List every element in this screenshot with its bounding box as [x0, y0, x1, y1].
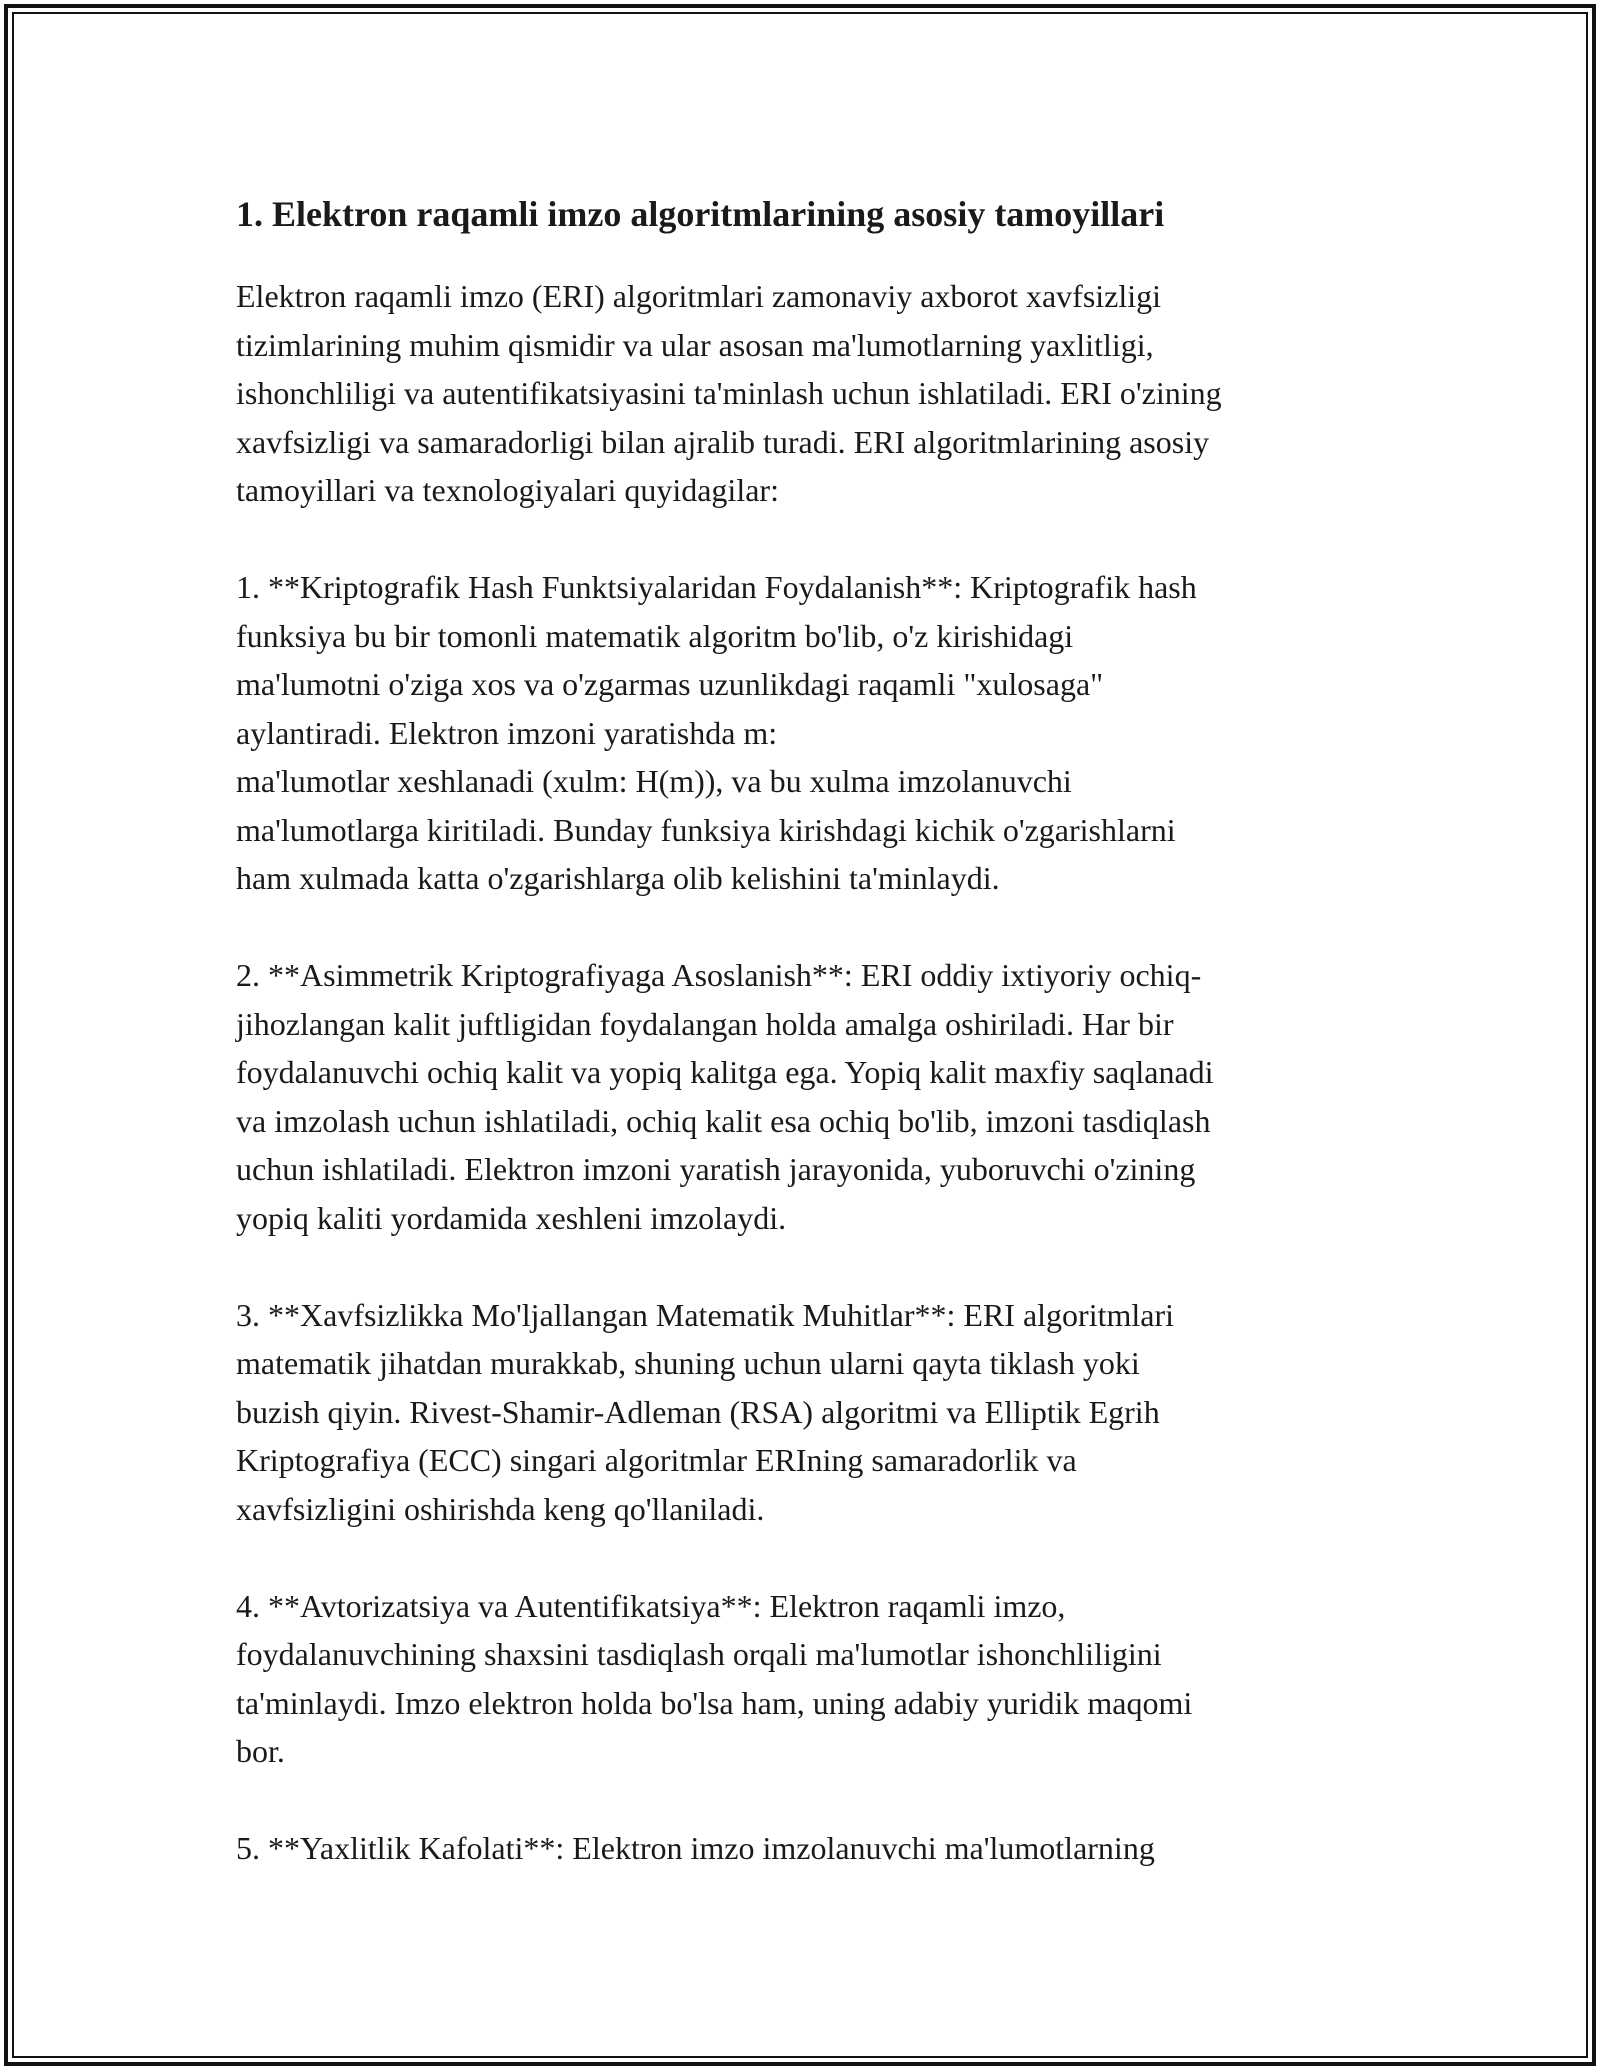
section-heading: 1. Elektron raqamli imzo algoritmlarining asosiy tamoyillari	[236, 194, 1165, 234]
text-line: ham xulmada katta o'zgarishlarga olib kelishini ta'minlaydi.	[236, 860, 1000, 896]
text-line: tamoyillari va texnologiyalari quyidagilar:	[236, 472, 779, 508]
text-line: ma'lumotlarga kiritiladi. Bunday funksiya kirishdagi kichik o'zgarishlarni	[236, 811, 1176, 848]
text-line: 3. **Xavfsizlikka Mo'ljallangan Matematik Muhitlar**: ERI algoritmlari	[236, 1296, 1174, 1333]
text-line: matematik jihatdan murakkab, shuning uchun ularni qayta tiklash yoki	[236, 1345, 1140, 1381]
text-line: tizimlarining muhim qismidir va ular asosan ma'lumotlarning yaxlitligi,	[236, 326, 1154, 363]
text-line: ma'lumotlar xeshlanadi (xulm: H(m)), va bu xulma imzolanuvchi	[236, 763, 1072, 799]
text-line: xavfsizligini oshirishda keng qo'llaniladi.	[236, 1490, 765, 1527]
text-line: yopiq kaliti yordamida xeshleni imzolaydi.	[236, 1199, 787, 1236]
text-line: va imzolash uchun ishlatiladi, ochiq kalit esa ochiq bo'lib, imzoni tasdiqlash	[236, 1102, 1211, 1139]
text-line: 4. **Avtorizatsiya va Autentifikatsiya**: Elektron raqamli imzo,	[236, 1587, 1066, 1624]
text-line: foydalanuvchi ochiq kalit va yopiq kalitga ega. Yopiq kalit maxfiy saqlanadi	[236, 1054, 1214, 1090]
text-line: Elektron raqamli imzo (ERI) algoritmlari zamonaviy axborot xavfsizligi	[236, 278, 1162, 314]
text-line: xavfsizligi va samaradorligi bilan ajralib turadi. ERI algoritmlarining asosiy	[236, 423, 1210, 460]
text-line: uchun ishlatiladi. Elektron imzoni yaratish jarayonida, yuboruvchi o'zining	[236, 1151, 1196, 1187]
list-item-4-paragraph	[236, 1582, 1376, 1776]
text-line: ta'minlaydi. Imzo elektron holda bo'lsa ham, uning adabiy yuridik maqomi	[236, 1684, 1193, 1721]
text-line: Kriptografiya (ECC) singari algoritmlar ERIning samaradorlik va	[236, 1442, 1077, 1478]
text-line: bor.	[236, 1733, 285, 1769]
text-line: ma'lumotni o'ziga xos va o'zgarmas uzunlikdagi raqamli "xulosaga"	[236, 666, 1104, 702]
document-body	[236, 184, 1376, 1921]
list-item-3-paragraph	[236, 1291, 1376, 1534]
intro-paragraph	[236, 272, 1376, 515]
text-line: aylantiradi. Elektron imzoni yaratishda m:	[236, 714, 778, 751]
list-item-2-paragraph	[236, 951, 1376, 1242]
text-line: 1. **Kriptografik Hash Funktsiyalaridan Foydalanish**: Kriptografik hash	[236, 569, 1197, 605]
list-item-5-paragraph	[236, 1824, 1376, 1873]
text-line: jihozlangan kalit juftligidan foydalangan holda amalga oshiriladi. Har bir	[236, 1005, 1174, 1042]
text-line: funksiya bu bir tomonli matematik algoritm bo'lib, o'z kirishidagi	[236, 617, 1074, 654]
text-line: 2. **Asimmetrik Kriptografiyaga Asoslanish**: ERI oddiy ixtiyoriy ochiq-	[236, 957, 1202, 993]
text-line: 5. **Yaxlitlik Kafolati**: Elektron imzo imzolanuvchi ma'lumotlarning	[236, 1830, 1155, 1866]
list-item-1-paragraph	[236, 563, 1376, 903]
text-line: ishonchliligi va autentifikatsiyasini ta'minlash uchun ishlatiladi. ERI o'zining	[236, 375, 1222, 411]
text-line: buzish qiyin. Rivest-Shamir-Adleman (RSA) algoritmi va Elliptik Egrih	[236, 1393, 1160, 1430]
text-line: foydalanuvchining shaxsini tasdiqlash orqali ma'lumotlar ishonchliligini	[236, 1636, 1162, 1672]
